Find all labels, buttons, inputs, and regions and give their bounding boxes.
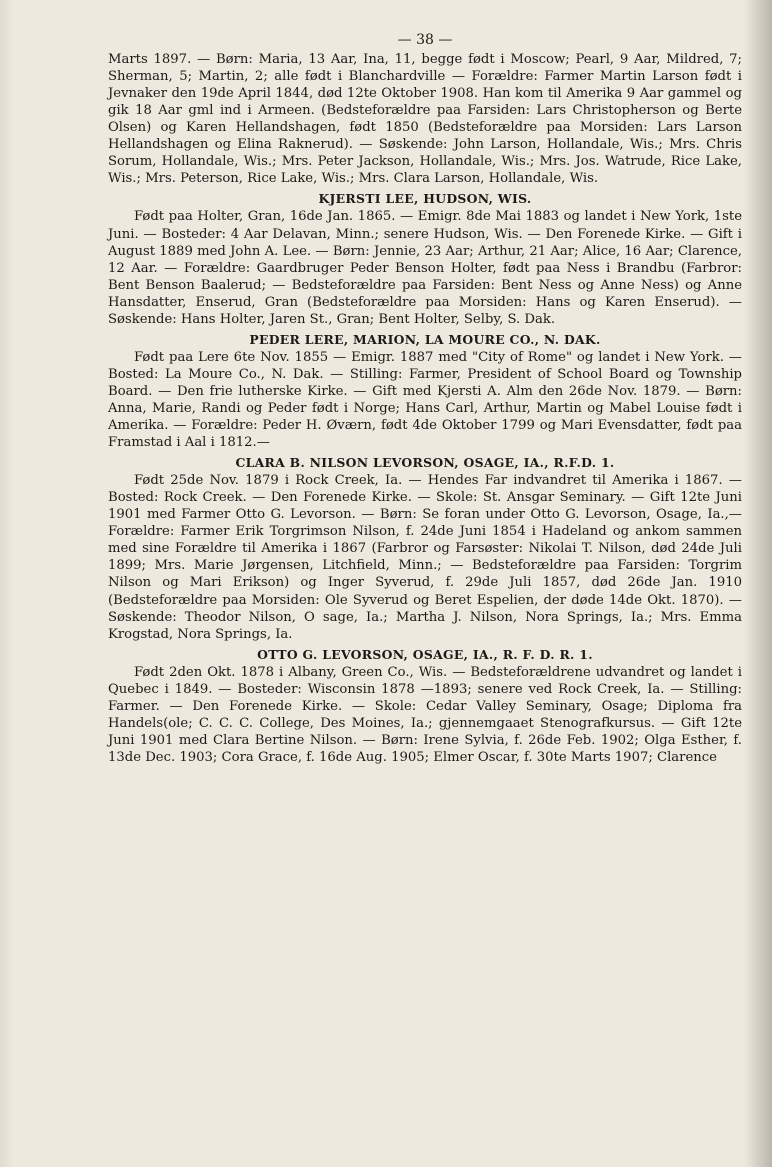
entry-text-otto-levorson: Født 2den Okt. 1878 i Albany, Green Co., Wis. — Bedsteforældrene udvandret og landet i Quebec i 1849. — Bosteder: Wisconsin 1878 —1893; senere ved Rock Creek, Ia. — Stilling: Farmer. — Den Forenede Kirke. — Skole: Cedar Valley Seminary, Osage; Diploma fra Handels(ole; C. C. C. College, Des Moines, Ia.; gjennemgaaet Stenografkursus. — Gift 12te Juni 1901 med Clara Bertine Nilson. — Børn: Irene Sylvia, f. 26de Feb. 1902; Olga Esther, f. 13de Dec. 1903; Cora Grace, f. 16de Aug. 1905; Elmer Oscar, f. 30te Marts 1907; Clarence: [108, 664, 742, 765]
entry-heading-kjersti-lee: KJERSTI LEE, HUDSON, WIS.: [318, 191, 532, 207]
entry-heading-peder-lere: PEDER LERE, MARION, LA MOURE CO., N. DAK.: [249, 331, 601, 347]
page-binding-shadow: [744, 0, 772, 1167]
continuation-paragraph: Marts 1897. — Børn: Maria, 13 Aar, Ina, 11, begge født i Moscow; Pearl, 9 Aar, Mildred, 7; Sherman, 5; Martin, 2; alle født i Blanchardville — Forældre: Farmer Martin Larson født i Jevnaker den 19de April 1844, død 12te Oktober 1908. Han kom til Amerika 9 Aar gammel og gik 18 Aar gml ind i Armeen. (Bedsteforældre paa Farsiden: Lars Christopherson og Berte Olsen) og Karen Hellandshagen, født 1850 (Bedsteforældre paa Morsiden: Lars Larson Hellandshagen og Elina Raknerud). — Søskende: John Larson, Hollandale, Wis.; Mrs. Chris Sorum, Hollandale, Wis.; Mrs. Peter Jackson, Hollandale, Wis.; Mrs. Jos. Watrude, Rice Lake, Wis.; Mrs. Peterson, Rice Lake, Wis.; Mrs. Clara Larson, Hollandale, Wis.: [108, 52, 742, 187]
page-left-edge: [0, 0, 14, 1167]
entry-heading-clara-levorson: CLARA B. NILSON LEVORSON, OSAGE, IA., R.F.D. 1.: [235, 455, 615, 471]
document-page: [108, 32, 742, 766]
entry-heading-otto-levorson: OTTO G. LEVORSON, OSAGE, IA., R. F. D. R. 1.: [257, 646, 593, 662]
page-number: — 38 —: [397, 32, 453, 48]
entry-text-kjersti-lee: Født paa Holter, Gran, 16de Jan. 1865. — Emigr. 8de Mai 1883 og landet i New York, 1ste Juni. — Bosteder: 4 Aar Delavan, Minn.; senere Hudson, Wis. — Den Forenede Kirke. — Gift i August 1889 med John A. Lee. — Børn: Jennie, 23 Aar; Arthur, 21 Aar; Alice, 16 Aar; Clarence, 12 Aar. — Forældre: Gaardbruger Peder Benson Holter, født paa Ness i Brandbu (Farbror: Bent Benson Baalerud; — Bedsteforældre paa Farsiden: Bent Ness og Anne Ness) og Anne Hansdatter, Enserud, Gran (Bedsteforældre paa Morsiden: Hans og Karen Enserud). — Søskende: Hans Holter, Jaren St., Gran; Bent Holter, Selby, S. Dak.: [108, 209, 742, 327]
entry-text-clara-levorson: Født 25de Nov. 1879 i Rock Creek, Ia. — Hendes Far indvandret til Amerika i 1867. — Bosted: Rock Creek. — Den Forenede Kirke. — Skole: St. Ansgar Seminary. — Gift 12te Juni 1901 med Farmer Otto G. Levorson. — Børn: Se foran under Otto G. Levorson, Osage, Ia.,— Forældre: Farmer Erik Torgrimson Nilson, f. 24de Juni 1854 i Hadeland og ankom sammen med sine Forældre til Amerika i 1867 (Farbror og Farsøster: Nikolai T. Nilson, død 24de Juli 1899; Mrs. Marie Jørgensen, Litchfield, Minn.; — Bedsteforældre paa Farsiden: Torgrim Nilson og Mari Erikson) og Inger Syverud, f. 29de Juli 1857, død 26de Jan. 1910 (Bedsteforældre paa Morsiden: Ole Syverud og Beret Espelien, der døde 14de Okt. 1870). — Søskende: Theodor Nilson, O sage, Ia.; Martha J. Nilson, Nora Springs, Ia.; Mrs. Emma Krogstad, Nora Springs, Ia.: [108, 473, 742, 642]
entry-text-peder-lere: Født paa Lere 6te Nov. 1855 — Emigr. 1887 med "City of Rome" og landet i New York. — Bosted: La Moure Co., N. Dak. — Stilling: Farmer, President of School Board og Township Board. — Den frie lutherske Kirke. — Gift med Kjersti A. Alm den 26de Nov. 1879. — Børn: Anna, Marie, Randi og Peder født i Norge; Hans Carl, Arthur, Martin og Mabel Louise født i Amerika. — Forældre: Peder H. Øværn, født 4de Oktober 1799 og Mari Evensdatter, født paa Framstad i Aal i 1812.—: [108, 349, 742, 451]
